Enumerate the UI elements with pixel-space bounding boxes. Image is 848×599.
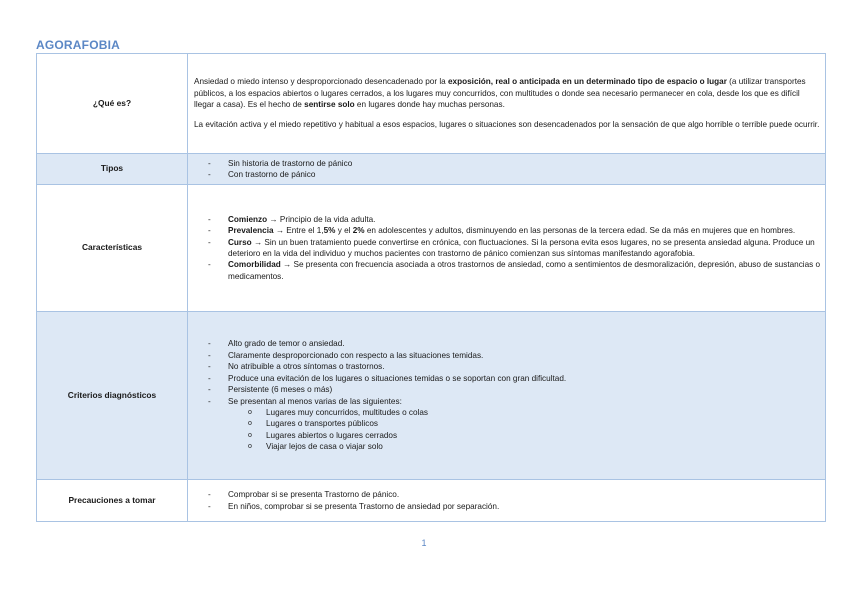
dash-marker: - (208, 339, 211, 349)
sublist-item (194, 441, 821, 452)
content-tipos (188, 154, 826, 185)
label-caracteristicas: Características (37, 185, 188, 312)
que-es-p1-seg: exposición, real o anticipada en un determinado tipo de espacio o lugar (448, 77, 727, 87)
list-item-text: En niños, comprobar si se presenta Trastorno de ansiedad por separación. (228, 501, 500, 511)
list-item-text: Sin un buen tratamiento puede convertirse en crónica, con fluctuaciones. Si la persona evita esos lugares, no se presenta ansiedad alguna. Produce un deterioro en la vida del individuo y muchos pacientes con trastorno de pánico comienzan sus síntomas manifestando agorafobia. (228, 237, 815, 258)
label-criterios: Criterios diagnósticos (37, 312, 188, 480)
dash-marker: - (208, 158, 211, 168)
content-criterios (188, 312, 826, 480)
dash-marker: - (208, 396, 211, 406)
criterios-sublist (194, 407, 821, 453)
list-item (194, 158, 821, 169)
list-item-text: y el (335, 226, 353, 236)
tipos-list (194, 158, 821, 181)
circle-marker: o (248, 420, 252, 428)
que-es-p1-seg: Ansiedad o miedo intenso y desproporcionado desencadenado por la (194, 77, 448, 87)
list-item (194, 169, 821, 180)
content-caracteristicas (188, 185, 826, 312)
dash-marker: - (208, 385, 211, 395)
document-title: AGORAFOBIA (36, 38, 120, 52)
dash-marker: - (208, 490, 211, 500)
term-prevalencia: Prevalencia (228, 226, 274, 236)
dash-marker: - (208, 237, 211, 247)
que-es-p1-seg: (a utilizar transportes públicos, a los espacios abiertos o lugares cerrados, a los lugares muy concurridos, con multitudes o donde sea necesario permanecer en cola, desde los que es difícil llegar a casa). Es el hecho de (194, 77, 806, 109)
row-tipos (37, 154, 826, 185)
dash-marker: - (208, 501, 211, 511)
sublist-item (194, 430, 821, 441)
list-item (194, 396, 821, 453)
term-comienzo: Comienzo (228, 214, 268, 224)
sublist-item-text: Lugares o transportes públicos (266, 419, 378, 429)
arrow-icon: → (275, 226, 284, 236)
page-number: 1 (421, 538, 427, 548)
list-item (194, 237, 821, 260)
list-item-text: Entre el 1, (286, 226, 324, 236)
list-item (194, 214, 821, 225)
label-que-es: ¿Qué es? (37, 54, 188, 154)
sublist-item (194, 407, 821, 418)
content-precauciones (188, 480, 826, 522)
que-es-p1-seg: sentirse solo (304, 100, 355, 109)
dash-marker: - (208, 362, 211, 372)
list-item-text: No atribuible a otros síntomas o trastornos. (228, 362, 385, 372)
list-item (194, 338, 821, 349)
sublist-item (194, 418, 821, 429)
list-item (194, 489, 821, 500)
list-item-text: en adolescentes y adultos, disminuyendo en las personas de la tercera edad. Se da más en mujeres que en hombres. (364, 226, 796, 236)
list-item-text: Se presenta con frecuencia asociada a otros trastornos de ansiedad, como a sentimientos de desmoralización, depresión, abuso de sustancias o medicamentos. (228, 260, 821, 281)
label-precauciones: Precauciones a tomar (37, 480, 188, 522)
list-item-text: Claramente desproporcionado con respecto a las situaciones temidas. (228, 350, 484, 360)
list-item (194, 384, 821, 395)
list-item-text: Con trastorno de pánico (228, 170, 316, 179)
list-item-text: Comprobar si se presenta Trastorno de pánico. (228, 490, 400, 500)
dash-marker: - (208, 373, 211, 383)
term-comorbilidad: Comorbilidad (228, 260, 281, 270)
row-criterios (37, 312, 826, 480)
list-item-text: 2% (352, 226, 365, 236)
dash-marker: - (208, 214, 211, 224)
list-item-text: Sin historia de trastorno de pánico (228, 158, 353, 168)
arrow-icon: → (269, 214, 278, 224)
sublist-item-text: Viajar lejos de casa o viajar solo (266, 442, 383, 452)
precauciones-list (194, 489, 821, 512)
content-que-es (188, 54, 826, 154)
criterios-list (194, 338, 821, 452)
agorafobia-table (36, 53, 826, 522)
caracteristicas-list (194, 214, 821, 282)
list-item-text: 5% (323, 226, 336, 236)
list-item-text: Persistente (6 meses o más) (228, 385, 333, 395)
que-es-paragraph-1 (194, 76, 821, 110)
dash-marker: - (208, 170, 211, 179)
dash-marker: - (208, 260, 211, 270)
dash-marker: - (208, 350, 211, 360)
list-item (194, 259, 821, 282)
list-item (194, 361, 821, 372)
list-item-text: Alto grado de temor o ansiedad. (228, 339, 345, 349)
dash-marker: - (208, 226, 211, 236)
arrow-icon: → (283, 260, 292, 270)
list-item-text: Se presentan al menos varias de las siguientes: (228, 396, 402, 406)
row-caracteristicas (37, 185, 826, 312)
list-item-text: Produce una evitación de los lugares o situaciones temidas o se soportan con gran dificultad. (228, 373, 567, 383)
sublist-item-text: Lugares muy concurridos, multitudes o colas (266, 407, 429, 417)
circle-marker: o (248, 431, 252, 439)
que-es-p1-seg: en lugares donde hay muchas personas. (354, 100, 505, 109)
circle-marker: o (248, 443, 252, 451)
arrow-icon: → (253, 237, 263, 247)
label-tipos: Tipos (37, 154, 188, 185)
que-es-paragraph-2: La evitación activa y el miedo repetitivo y habitual a esos espacios, lugares o situaciones son desencadenados por la sensación de que algo horrible o terrible puede ocurrir. (194, 120, 820, 130)
list-item (194, 350, 821, 361)
term-curso: Curso (228, 237, 252, 247)
row-que-es (37, 54, 826, 154)
row-precauciones (37, 480, 826, 522)
list-item (194, 501, 821, 512)
list-item (194, 373, 821, 384)
list-item-text: Principio de la vida adulta. (279, 214, 376, 224)
list-item (194, 225, 821, 236)
circle-marker: o (248, 408, 252, 416)
sublist-item-text: Lugares abiertos o lugares cerrados (266, 430, 398, 440)
